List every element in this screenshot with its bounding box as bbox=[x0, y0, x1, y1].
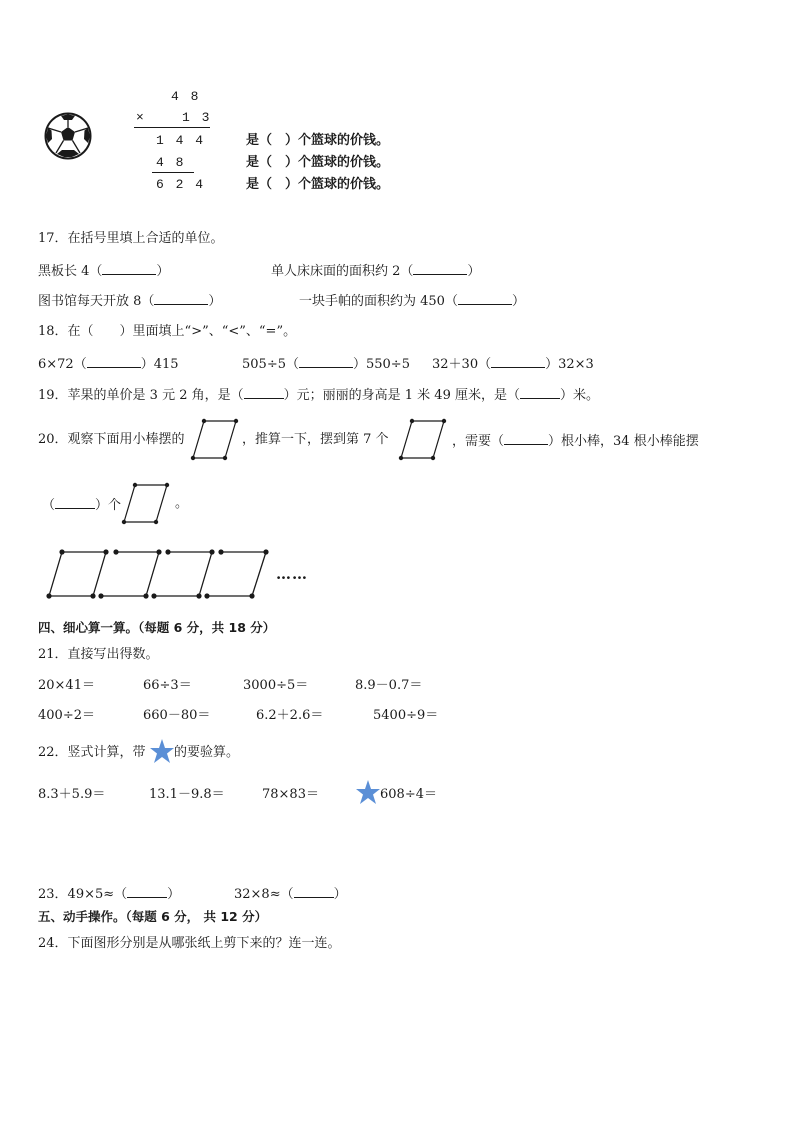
q21-item: 660－80＝ bbox=[143, 708, 211, 723]
q18-blank-a[interactable] bbox=[87, 355, 141, 368]
q17-item-d-text: 一块手帕的面积约为 450（ bbox=[299, 294, 458, 309]
partial-product-2: 4 8 bbox=[156, 155, 186, 170]
q17-item-b-text: 单人床床面的面积约 2（ bbox=[271, 264, 414, 279]
q23-blank-a[interactable] bbox=[127, 885, 167, 898]
q21-item: 5400÷9＝ bbox=[373, 708, 439, 723]
parallelogram-icon-3 bbox=[121, 482, 171, 526]
q22-item: 608÷4＝ bbox=[380, 787, 437, 802]
q17-blank-c[interactable] bbox=[154, 292, 208, 305]
parallelogram-icon-1 bbox=[190, 418, 240, 462]
q18-title: 18．在（ ）里面填上“>”、“<”、“=”。 bbox=[38, 324, 297, 339]
q17-item-c: 图书馆每天开放 8（ ） bbox=[38, 294, 222, 309]
q21-item: 3000÷5＝ bbox=[243, 678, 309, 693]
q17-item-d: 一块手帕的面积约为 450（ ） bbox=[299, 294, 525, 309]
section-4-title: 四、细心算一算。（每题 6 分，共 18 分） bbox=[38, 620, 276, 635]
q22-title-a: 22．竖式计算，带 bbox=[38, 745, 146, 760]
q20-blank-b[interactable] bbox=[55, 496, 95, 509]
q22-item: 8.3＋5.9＝ bbox=[38, 787, 106, 802]
q17-blank-d[interactable] bbox=[458, 292, 512, 305]
sum-rule bbox=[152, 172, 194, 173]
q19-line: 19．苹果的单价是 3 元 2 角，是（ ）元；丽丽的身高是 1 米 49 厘米，是（ ）米。 bbox=[38, 388, 599, 403]
soccer-ball-icon bbox=[44, 112, 92, 160]
q22-item: 13.1－9.8＝ bbox=[149, 787, 225, 802]
q20-text-5: 。 bbox=[175, 496, 189, 511]
partial-product-1: 1 4 4 bbox=[156, 133, 206, 148]
star-icon bbox=[149, 738, 175, 764]
mult-sign: × bbox=[136, 110, 146, 125]
q18-item-a: 6×72（ ）415 bbox=[38, 357, 179, 372]
q23-blank-b[interactable] bbox=[294, 885, 334, 898]
q18-item-b: 505÷5（ ）550÷5 bbox=[242, 357, 410, 372]
q18-item-c: 32＋30（ ）32×3 bbox=[432, 357, 594, 372]
q20-text-3: ，需要（ ）根小棒，34 根小棒能摆 bbox=[452, 434, 699, 449]
q17-item-c-text: 图书馆每天开放 8（ bbox=[38, 294, 155, 309]
mult-result: 6 2 4 bbox=[156, 177, 206, 192]
q21-item: 8.9－0.7＝ bbox=[355, 678, 423, 693]
mult-explain-2: 是（ ）个篮球的价钱。 bbox=[246, 155, 390, 170]
q22-item: 78×83＝ bbox=[262, 787, 319, 802]
parallelogram-icon-2 bbox=[398, 418, 448, 462]
mult-top: 4 8 bbox=[171, 89, 201, 104]
q21-item: 400÷2＝ bbox=[38, 708, 95, 723]
q17-title: 17．在括号里填上合适的单位。 bbox=[38, 231, 224, 246]
q21-item: 20×41＝ bbox=[38, 678, 95, 693]
mult-explain-1: 是（ ）个篮球的价钱。 bbox=[246, 133, 390, 148]
q17-item-a: 黑板长 4（ ） bbox=[38, 264, 170, 279]
star-icon bbox=[355, 779, 381, 805]
q19-blank-b[interactable] bbox=[520, 386, 560, 399]
mult-bottom: 1 3 bbox=[182, 110, 212, 125]
q20-text-2: ，推算一下，摆到第 7 个 bbox=[242, 432, 389, 447]
q18-blank-c[interactable] bbox=[491, 355, 545, 368]
q20-text-1: 20．观察下面用小棒摆的 bbox=[38, 432, 185, 447]
stick-parallelogram-chain bbox=[40, 545, 280, 601]
q22-title-b: 的要验算。 bbox=[174, 745, 240, 760]
q18-blank-b[interactable] bbox=[299, 355, 353, 368]
mult-explain-3: 是（ ）个篮球的价钱。 bbox=[246, 177, 390, 192]
q17-item-b: 单人床床面的面积约 2（ ） bbox=[271, 264, 481, 279]
q17-item-a-text: 黑板长 4（ bbox=[38, 264, 103, 279]
q21-item: 6.2＋2.6＝ bbox=[256, 708, 324, 723]
mult-rule bbox=[134, 127, 210, 128]
q20-text-4: （ ）个 bbox=[42, 498, 122, 513]
q24-title: 24．下面图形分别是从哪张纸上剪下来的？连一连。 bbox=[38, 936, 341, 951]
q23-item-a: 23．49×5≈（ ） bbox=[38, 887, 181, 902]
chain-ellipsis: …… bbox=[276, 565, 308, 583]
q20-blank-a[interactable] bbox=[504, 432, 548, 445]
q19-blank-a[interactable] bbox=[244, 386, 284, 399]
q21-item: 66÷3＝ bbox=[143, 678, 192, 693]
q21-title: 21．直接写出得数。 bbox=[38, 647, 159, 662]
section-5-title: 五、动手操作。（每题 6 分， 共 12 分） bbox=[38, 909, 268, 924]
q23-item-b: 32×8≈（ ） bbox=[234, 887, 347, 902]
q17-blank-b[interactable] bbox=[413, 262, 467, 275]
q17-blank-a[interactable] bbox=[102, 262, 156, 275]
